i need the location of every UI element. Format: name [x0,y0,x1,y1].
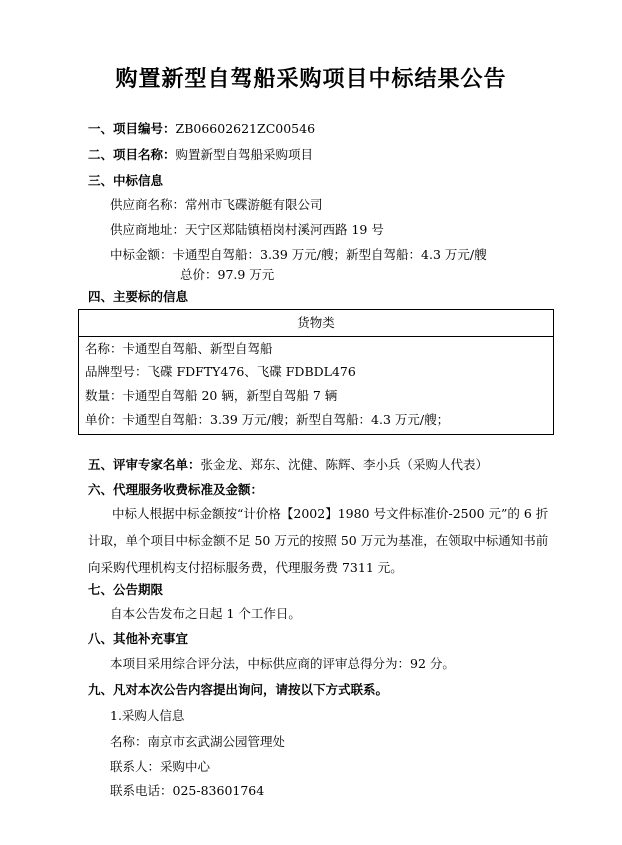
project-name [88,146,313,164]
purchaser-name: 名称：南京市玄武湖公园管理处 [110,734,286,749]
purchaser-phone: 联系电话：025-83601764 [110,783,265,798]
goods-table-header: 货物类 [79,310,553,337]
service-fee-heading: 六、代理服务收费标准及金额： [88,482,264,497]
page-title: 购置新型自驾船采购项目中标结果公告 [115,66,507,92]
service-fee-paragraph: 中标人根据中标金额按“计价格【2002】1980 号文件标准价-2500 元”的 6 折计取，单个项目中标金额不足 50 万元的按照 50 万元为基准，在领取中标通知书前向采购代理机构支付招标服务费，代理服务费 7311 元。 [88,506,549,575]
other-matters-value: 本项目采用综合评分法，中标供应商的评审总得分为：92 分。 [110,656,455,671]
project-number [88,120,315,138]
goods-table [78,309,554,435]
project-number-value: ZB06602621ZC00546 [175,121,316,136]
award-info-heading: 三、中标信息 [88,173,164,188]
goods-model: 品牌型号：飞碟 FDFTY476、飞碟 FDBDL476 [85,364,356,379]
main-items-heading: 四、主要标的信息 [88,289,189,304]
contact-heading: 九、凡对本次公告内容提出询问，请按以下方式联系。 [88,682,389,697]
award-total: 总价：97.9 万元 [180,267,275,282]
expert-list-label: 五、评审专家名单： [88,457,201,472]
goods-quantity: 数量：卡通型自驾船 20 辆，新型自驾船 7 辆 [85,388,338,403]
award-amount: 中标金额：卡通型自驾船：3.39 万元/艘；新型自驾船：4.3 万元/艘 [110,247,487,262]
other-matters-heading: 八、其他补充事宜 [88,631,189,646]
supplier-name: 供应商名称：常州市飞碟游艇有限公司 [110,197,323,212]
notice-period-heading: 七、公告期限 [88,582,164,597]
expert-list [88,456,488,474]
supplier-address: 供应商地址：天宁区郑陆镇梧岗村溪河西路 19 号 [110,222,384,237]
project-name-label: 二、项目名称： [88,147,176,162]
notice-period-value: 自本公告发布之日起 1 个工作日。 [110,606,301,621]
goods-price: 单价：卡通型自驾船：3.39 万元/艘；新型自驾船：4.3 万元/艘； [85,412,450,427]
expert-list-value: 张金龙、郑东、沈健、陈辉、李小兵（采购人代表） [200,457,489,472]
purchaser-info-heading: 1.采购人信息 [110,708,185,723]
project-name-value: 购置新型自驾船采购项目 [175,147,314,162]
purchaser-contact: 联系人：采购中心 [110,759,211,774]
goods-name: 名称：卡通型自驾船、新型自驾船 [85,341,273,356]
project-number-label: 一、项目编号： [88,121,176,136]
